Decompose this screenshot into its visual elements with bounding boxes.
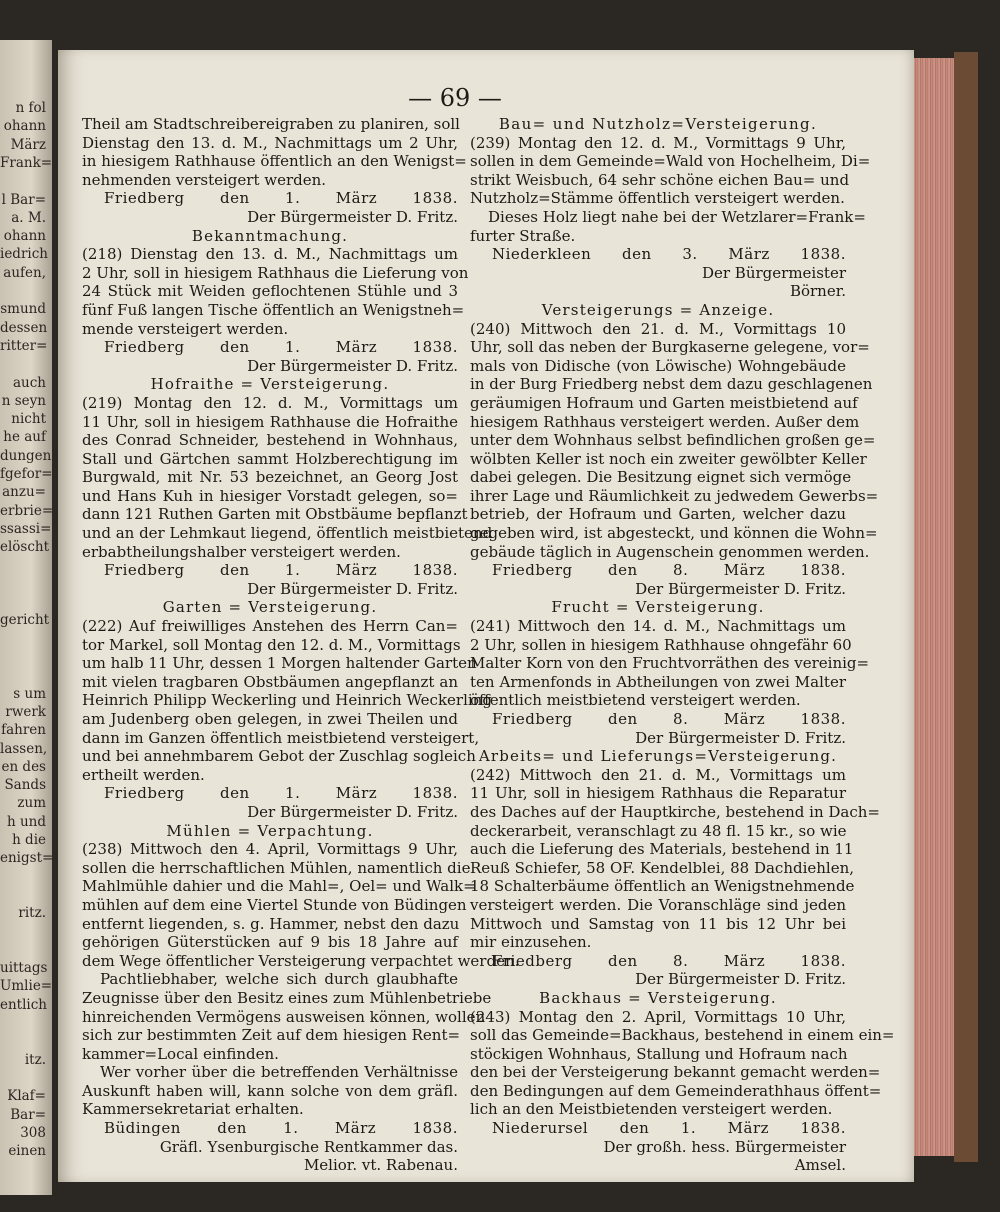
text-line: 11 Uhr, soll in hiesigem Rathhause die Hofraithe — [82, 412, 458, 431]
text-line: deckerarbeit, veranschlagt zu 48 fl. 15 kr., so wie — [470, 821, 847, 840]
text-line: (241) Mittwoch den 14. d. M., Nachmittags um — [470, 617, 846, 636]
left-column — [82, 115, 520, 1175]
text-line: (218) Dienstag den 13. d. M., Nachmittags um — [82, 245, 458, 264]
margin-fragment: Klaf= — [7, 1088, 46, 1105]
text-line: Bau= und Nutzholz=Versteigerung. — [498, 115, 818, 133]
text-line: Friedberg den 1. März 1838. — [104, 189, 458, 208]
text-line: Bekanntmachung. — [191, 226, 349, 245]
text-line: mende versteigert werden. — [82, 319, 289, 338]
text-line: Der Bürgermeister D. Fritz. — [247, 207, 458, 226]
text-line: Mittwoch und Samstag von 11 bis 12 Uhr bei — [470, 914, 846, 933]
text-line: Friedberg den 8. März 1838. — [492, 710, 846, 728]
text-line: Burgwald, mit Nr. 53 bezeichnet, an Georg Jost — [82, 468, 458, 487]
margin-fragment: n seyn — [1, 392, 46, 409]
text-line: Amsel. — [794, 1156, 846, 1175]
margin-fragment: fahren — [1, 722, 46, 739]
text-line: gegeben wird, ist abgesteckt, und können die Wohn= — [470, 524, 878, 543]
text-line: versteigert werden. Die Voranschläge sind jeden — [470, 895, 846, 914]
margin-fragment: lassen, — [0, 740, 48, 757]
text-line: 18 Schalterbäume öffentlich an Wenigstnehmende — [470, 877, 855, 896]
text-line: Der Bürgermeister D. Fritz. — [635, 728, 846, 747]
text-line: Mühlen = Verpachtung. — [166, 821, 374, 840]
text-line: Auskunft haben will, kann solche von dem gräfl. — [82, 1081, 458, 1100]
text-line: in der Burg Friedberg nebst dem dazu geschlagenen — [470, 375, 873, 394]
text-line: dann 121 Ruthen Garten mit Obstbäume bepflanzt — [82, 505, 468, 524]
text-line: Der Bürgermeister D. Fritz. — [247, 802, 458, 821]
text-line: Der Bürgermeister D. Fritz. — [635, 579, 846, 598]
margin-fragment: enigst= — [0, 850, 54, 867]
text-line: 2 Uhr, soll in hiesigem Rathhaus die Lieferung von — [82, 263, 469, 282]
text-line: Der großh. hess. Bürgermeister — [603, 1137, 846, 1156]
text-line: Friedberg den 1. März 1838. — [104, 784, 458, 803]
text-line: Pachtliebhaber, welche sich durch glaubhafte — [100, 970, 458, 989]
text-line: 24 Stück mit Weiden geflochtenen Stühle und 3 — [82, 282, 458, 301]
margin-fragment: aufen, — [3, 264, 46, 281]
text-line: entfernt liegenden, s. g. Hammer, nebst den dazu — [82, 914, 460, 933]
text-line: sollen die herrschaftlichen Mühlen, namentlich die — [82, 858, 471, 877]
text-line: geräumigen Hofraum und Garten meistbietend auf — [470, 393, 858, 412]
text-line: Kammersekretariat erhalten. — [82, 1100, 304, 1119]
margin-fragment: a. M. — [11, 209, 46, 226]
text-line: tor Markel, soll Montag den 12. d. M., Vormittags — [82, 635, 461, 654]
margin-fragment: gericht — [0, 612, 50, 629]
text-line: um halb 11 Uhr, dessen 1 Morgen haltender Garten — [82, 654, 477, 673]
text-line: Frucht = Versteigerung. — [551, 598, 765, 617]
margin-fragment: dungen — [0, 447, 52, 464]
text-line: und bei annehmbarem Gebot der Zuschlag sogleich — [82, 747, 476, 766]
margin-fragment: uittags — [0, 960, 48, 977]
text-line: lich an den Meistbietenden versteigert werden. — [470, 1100, 833, 1119]
margin-fragment: h die — [12, 832, 46, 848]
margin-fragment: anzu= — [2, 484, 46, 501]
text-line: soll das Gemeinde=Backhaus, bestehend in einem ein= — [470, 1026, 895, 1045]
text-line: (239) Montag den 12. d. M., Vormittags 9 Uhr, — [470, 133, 846, 152]
text-line: sich zur bestimmten Zeit auf dem hiesigen Rent= — [82, 1026, 461, 1045]
text-line: Malter Korn von den Fruchtvorräthen des vereinig= — [470, 654, 870, 673]
text-line: sollen in dem Gemeinde=Wald von Hochelheim, Di= — [470, 152, 871, 171]
text-line: gehörigen Güterstücken auf 9 bis 18 Jahre auf — [82, 933, 458, 952]
margin-fragment: smund — [0, 301, 46, 318]
text-line: stöckigen Wohnhaus, Stallung und Hofraum nach — [470, 1044, 848, 1063]
text-line: den Bedingungen auf dem Gemeinderathhaus öffent= — [470, 1081, 882, 1100]
text-line: erbabtheilungshalber versteigert werden. — [82, 542, 401, 561]
text-line: mals von Didische (von Löwische) Wohngebäude — [470, 356, 846, 375]
text-line: Arbeits= und Lieferungs=Versteigerung. — [478, 747, 838, 766]
text-line: Heinrich Philipp Weckerling und Heinrich Weckerling — [82, 691, 492, 710]
text-line: mühlen auf dem eine Viertel Stunde von Büdingen — [82, 895, 467, 914]
text-line: des Conrad Schneider, bestehend in Wohnhaus, — [82, 431, 458, 450]
text-line: Niederkleen den 3. März 1838. — [492, 245, 846, 264]
text-line: nehmenden versteigert werden. — [82, 170, 327, 189]
margin-fragment: ohann — [3, 228, 46, 245]
text-line: (242) Mittwoch den 21. d. M., Vormittags um — [470, 765, 846, 784]
margin-fragment: itz. — [24, 1051, 46, 1068]
text-line: Der Bürgermeister D. Fritz. — [635, 970, 846, 989]
margin-fragment: he auf — [3, 429, 46, 446]
text-line: Friedberg den 8. März 1838. — [492, 951, 846, 970]
text-line: in hiesigem Rathhause öffentlich an den Wenigst= — [82, 152, 467, 171]
text-line: Friedberg den 1. März 1838. — [104, 338, 458, 357]
text-line: Friedberg den 8. März 1838. — [492, 561, 846, 580]
text-line: Garten = Versteigerung. — [162, 598, 378, 617]
text-line: Der Bürgermeister D. Fritz. — [247, 579, 458, 598]
text-line: hiesigem Rathhaus versteigert werden. Außer dem — [470, 412, 860, 431]
margin-fragment: iedrich — [0, 246, 48, 263]
text-line: Stall und Gärtchen sammt Holzberechtigung im — [82, 449, 458, 468]
text-line: fünf Fuß langen Tische öffentlich an Wenigstneh= — [82, 300, 465, 319]
margin-fragment: erbrie= — [0, 502, 54, 519]
margin-fragment: ritter= — [0, 337, 48, 354]
text-line: Dienstag den 13. d. M., Nachmittags um 2 Uhr, — [82, 133, 458, 152]
text-line: (238) Mittwoch den 4. April, Vormittags 9 Uhr, — [82, 840, 458, 859]
text-line: und an der Lehmkaut liegend, öffentlich meistbietend — [82, 524, 493, 543]
margin-fragment: zum — [17, 795, 46, 812]
margin-fragment: nicht — [11, 411, 46, 428]
text-line: (240) Mittwoch den 21. d. M., Vormittags 10 — [470, 319, 846, 338]
text-line: Nutzholz=Stämme öffentlich versteigert werden. — [470, 189, 845, 208]
margin-fragment: einen — [8, 1143, 46, 1160]
text-line: Mahlmühle dahier und die Mahl=, Oel= und Walk= — [82, 877, 476, 896]
text-line: Niederursel den 1. März 1838. — [492, 1119, 846, 1138]
right-column — [470, 115, 895, 1175]
book-spine — [954, 52, 978, 1162]
margin-fragment: elöscht — [0, 539, 50, 556]
text-line: mir einzusehen. — [470, 933, 592, 952]
text-line: Uhr, soll das neben der Burgkaserne gelegene, vor= — [470, 338, 870, 357]
margin-fragment: dessen — [0, 319, 48, 336]
text-line: dabei gelegen. Die Besitzung eignet sich vermöge — [470, 468, 852, 487]
page-number: — 69 — — [408, 84, 502, 112]
text-line: (243) Montag den 2. April, Vormittags 10 Uhr, — [470, 1007, 846, 1026]
margin-fragment: l Bar= — [1, 191, 46, 208]
text-line: Dieses Holz liegt nahe bei der Wetzlarer=Frank= — [488, 207, 866, 226]
text-line: auch die Lieferung des Materials, bestehend in 11 — [470, 840, 854, 859]
margin-fragment: Bar= — [10, 1106, 46, 1123]
text-line: Hofraithe = Versteigerung. — [150, 375, 390, 394]
margin-fragment: entlich — [0, 996, 47, 1013]
text-line: Versteigerungs = Anzeige. — [541, 300, 775, 319]
text-line: Reuß Schiefer, 58 OF. Kendelblei, 88 Dachdiehlen, — [470, 858, 855, 877]
text-line: des Daches auf der Hauptkirche, bestehend in Dach= — [470, 802, 880, 821]
margin-fragment: auch — [13, 374, 46, 391]
text-line: hinreichenden Vermögens ausweisen können, wollen — [82, 1007, 486, 1026]
margin-fragment: n fol — [15, 100, 46, 116]
text-line: gebäude täglich in Augenschein genommen werden. — [470, 542, 870, 561]
margin-fragment: ohann — [3, 118, 46, 135]
margin-fragment: rwerk — [5, 703, 46, 720]
margin-fragment: s um — [13, 685, 46, 702]
text-line: furter Straße. — [470, 226, 576, 245]
text-line: ertheilt werden. — [82, 765, 205, 784]
text-line: Wer vorher über die betreffenden Verhältnisse — [100, 1063, 458, 1082]
text-line: und Hans Kuh in hiesiger Vorstadt gelegen, so= — [82, 486, 458, 505]
text-line: Börner. — [789, 282, 846, 301]
text-line: (222) Auf freiwilliges Anstehen des Herrn Can= — [82, 617, 458, 636]
margin-fragment: Frank= — [0, 154, 53, 171]
text-line: dem Wege öffentlicher Versteigerung verpachtet werden. — [82, 951, 520, 970]
text-line: Gräfl. Ysenburgische Rentkammer das. — [159, 1137, 458, 1156]
text-line: Zeugnisse über den Besitz eines zum Mühlenbetriebe — [82, 988, 492, 1007]
text-line: strikt Weisbuch, 64 sehr schöne eichen Bau= und — [470, 170, 850, 189]
text-line: Büdingen den 1. März 1838. — [104, 1119, 458, 1138]
text-line: betrieb, der Hofraum und Garten, welcher dazu — [470, 505, 846, 524]
margin-fragment: Umlie= — [0, 978, 53, 995]
text-line: mit vielen tragbaren Obstbäumen angepflanzt an — [82, 672, 458, 691]
text-line: (219) Montag den 12. d. M., Vormittags um — [82, 393, 458, 412]
text-line: ihrer Lage und Räumlichkeit zu jedwedem Gewerbs= — [470, 486, 879, 505]
previous-page-edge — [0, 40, 52, 1195]
margin-fragment: en des — [1, 758, 46, 775]
text-line: den bei der Versteigerung bekannt gemacht werden= — [470, 1063, 881, 1082]
text-line: Backhaus = Versteigerung. — [539, 988, 777, 1007]
text-line: am Judenberg oben gelegen, in zwei Theilen und — [82, 710, 458, 728]
text-line: kammer=Local einfinden. — [82, 1044, 279, 1063]
margin-fragment: Sands — [4, 777, 46, 794]
text-line: Der Bürgermeister D. Fritz. — [247, 356, 458, 375]
text-line: Der Bürgermeister — [701, 263, 846, 282]
margin-fragment: fgefor= — [0, 466, 53, 482]
margin-fragment: März — [10, 136, 46, 153]
text-line: dann im Ganzen öffentlich meistbietend versteigert, — [82, 728, 480, 747]
text-line: Melior. vt. Rabenau. — [303, 1156, 458, 1175]
text-line: Theil am Stadtschreibereigraben zu planiren, soll — [82, 115, 460, 133]
text-line: ten Armenfonds in Abtheilungen von zwei Malter — [470, 672, 846, 691]
text-line: 11 Uhr, soll in hiesigem Rathhaus die Reparatur — [470, 784, 846, 803]
text-line: wölbten Keller ist noch ein zweiter gewölbter Keller — [470, 449, 867, 468]
text-line: öffentlich meistbietend versteigert werden. — [470, 691, 801, 710]
margin-fragment: ssassi= — [0, 520, 52, 537]
text-line: 2 Uhr, sollen in hiesigem Rathhause ohngefähr 60 — [470, 635, 852, 654]
text-line: unter dem Wohnhaus selbst befindlichen großen ge= — [470, 431, 876, 450]
margin-fragment: h und — [6, 813, 46, 830]
margin-fragment: 308 — [20, 1124, 46, 1141]
margin-fragment: ritz. — [18, 905, 46, 922]
text-line: Friedberg den 1. März 1838. — [104, 561, 458, 580]
